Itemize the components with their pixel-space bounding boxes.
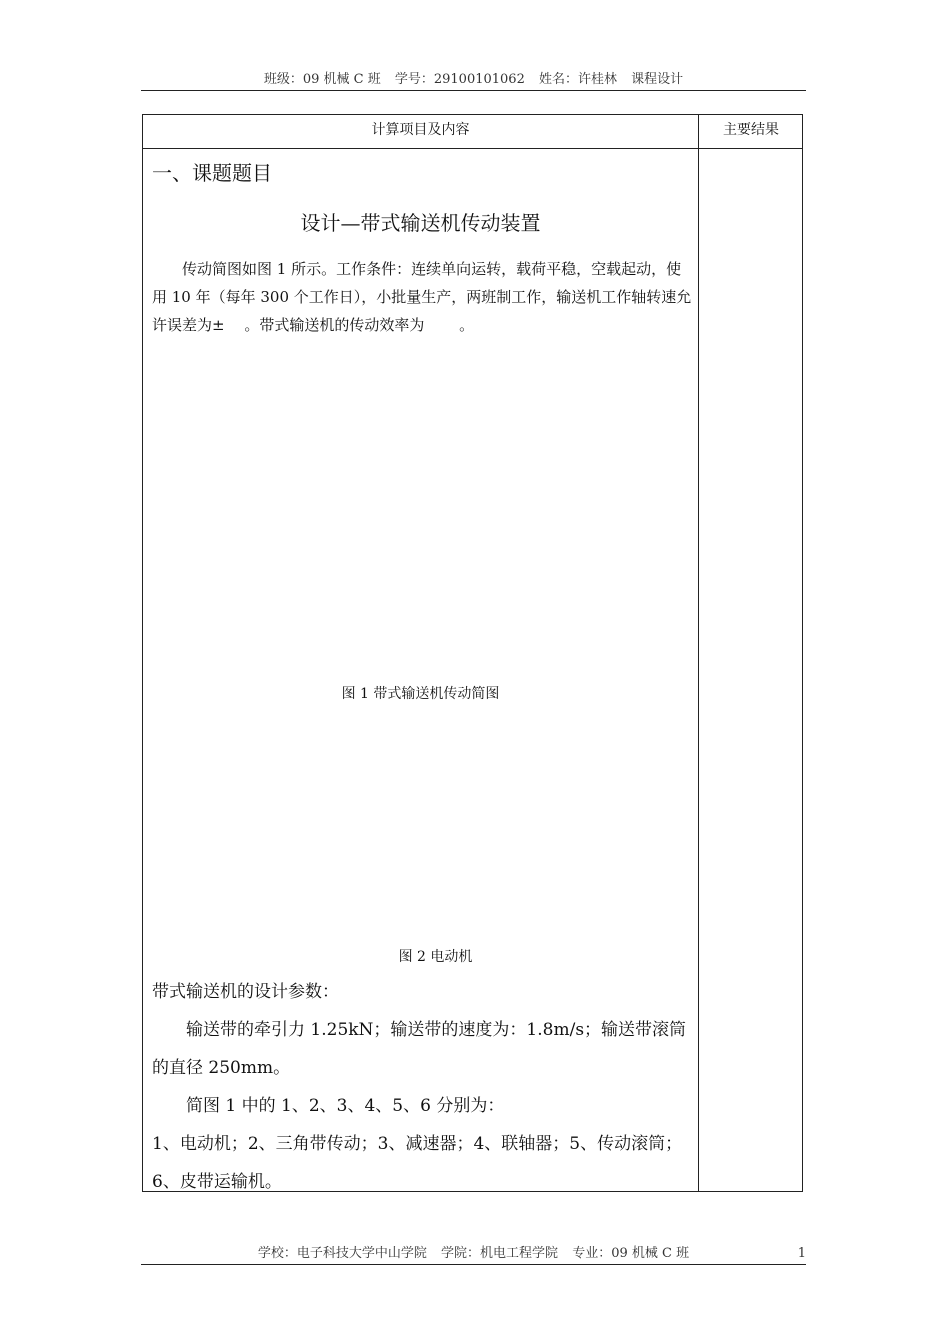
parts-list: 1、电动机；2、三角带传动；3、减速器；4、联轴器；5、传动滚筒；6、皮带运输机。	[152, 1134, 683, 1192]
content-cell	[143, 149, 698, 1191]
header-name: 姓名：许桂林	[538, 72, 617, 87]
section-title: 一、课题题目	[152, 161, 272, 185]
figure-2-caption: 图 2 电动机	[398, 949, 473, 965]
column-divider	[698, 115, 699, 1191]
calculation-table	[142, 114, 803, 1192]
params-paragraph: 输送带的牵引力 1.25kN；输送带的速度为：1.8m/s；输送带滚筒的直径 250mm。	[152, 1020, 687, 1078]
design-subtitle: 设计—带式输送机传动装置	[300, 211, 541, 235]
header-class: 班级：09 机械 C 班	[263, 72, 381, 87]
header-doc-type: 课程设计	[631, 72, 684, 87]
footer-major: 专业：09 机械 C 班	[572, 1246, 690, 1261]
column-header-content: 计算项目及内容	[371, 122, 470, 138]
figure-1-caption: 图 1 带式输送机传动简图	[341, 686, 500, 702]
page-footer	[141, 1244, 806, 1265]
footer-college: 学院：机电工程学院	[441, 1246, 559, 1261]
page-number: 1	[797, 1246, 806, 1261]
intro-paragraph: 传动简图如图 1 所示。工作条件：连续单向运转，载荷平稳，空载起动，使用 10 年（每年 300 个工作日），小批量生产，两班制工作，输送机工作轴转速允许误差为± 。带式输送机的传动效率为 。	[152, 260, 692, 334]
parts-intro: 简图 1 中的 1、2、3、4、5、6 分别为：	[186, 1096, 505, 1116]
footer-school: 学校：电子科技大学中山学院	[257, 1246, 427, 1261]
params-title: 带式输送机的设计参数：	[152, 982, 339, 1002]
page-header	[141, 70, 806, 91]
figure-1-placeholder	[203, 374, 643, 674]
column-header-results: 主要结果	[723, 122, 779, 138]
figure-2-placeholder	[303, 749, 543, 924]
header-student-id: 学号：29100101062	[394, 72, 525, 87]
